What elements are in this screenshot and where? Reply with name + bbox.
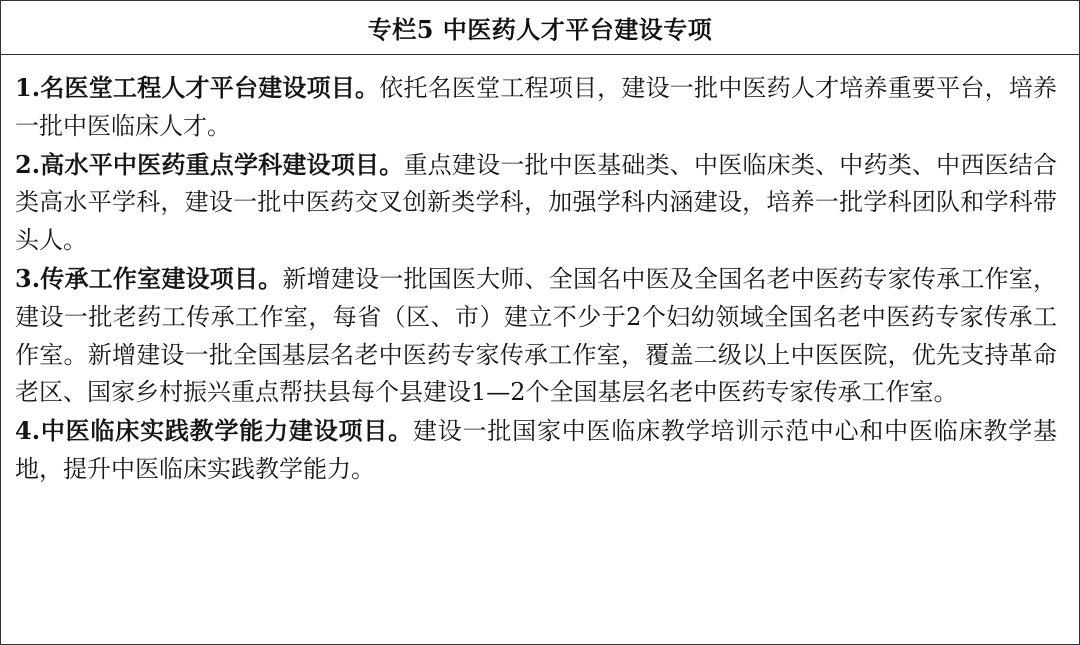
column-title: 专栏5 中医药人才平台建设专项 — [367, 15, 713, 44]
item-1 — [15, 69, 1057, 146]
content-area — [1, 55, 1079, 489]
item-2 — [15, 146, 1057, 260]
item-heading: 1.名医堂工程人才平台建设项目。 — [15, 73, 380, 102]
item-3 — [15, 260, 1057, 412]
item-heading: 4.中医临床实践教学能力建设项目。 — [15, 416, 413, 446]
title-bar — [1, 1, 1079, 55]
item-heading: 2.高水平中医药重点学科建设项目。 — [15, 149, 404, 179]
item-4 — [15, 412, 1057, 489]
item-heading: 3.传承工作室建设项目。 — [15, 263, 283, 293]
item-text: 新增建设一批国医大师、全国名中医及全国名老中医药专家传承工作室，建设一批老药工传承工作室，每省（区、市）建立不少于2个妇幼领域全国名老中医药专家传承工作室。新增建设一批全国基层名老中医药专家传承工作室，覆盖二级以上中医医院，优先支持革命老区、国家乡村振兴重点帮扶县每个县建设1—2个全国基层名老中医药专家传承工作室。 — [15, 264, 1058, 407]
item-text: 建设一批国家中医临床教学培训示范中心和中医临床教学基地，提升中医临床实践教学能力。 — [15, 417, 1058, 483]
item-text: 重点建设一批中医基础类、中医临床类、中药类、中西医结合类高水平学科，建设一批中医药交叉创新类学科，加强学科内涵建设，培养一批学科团队和学科带头人。 — [15, 150, 1057, 255]
item-text: 依托名医堂工程项目，建设一批中医药人才培养重要平台，培养一批中医临床人才。 — [15, 74, 1057, 140]
